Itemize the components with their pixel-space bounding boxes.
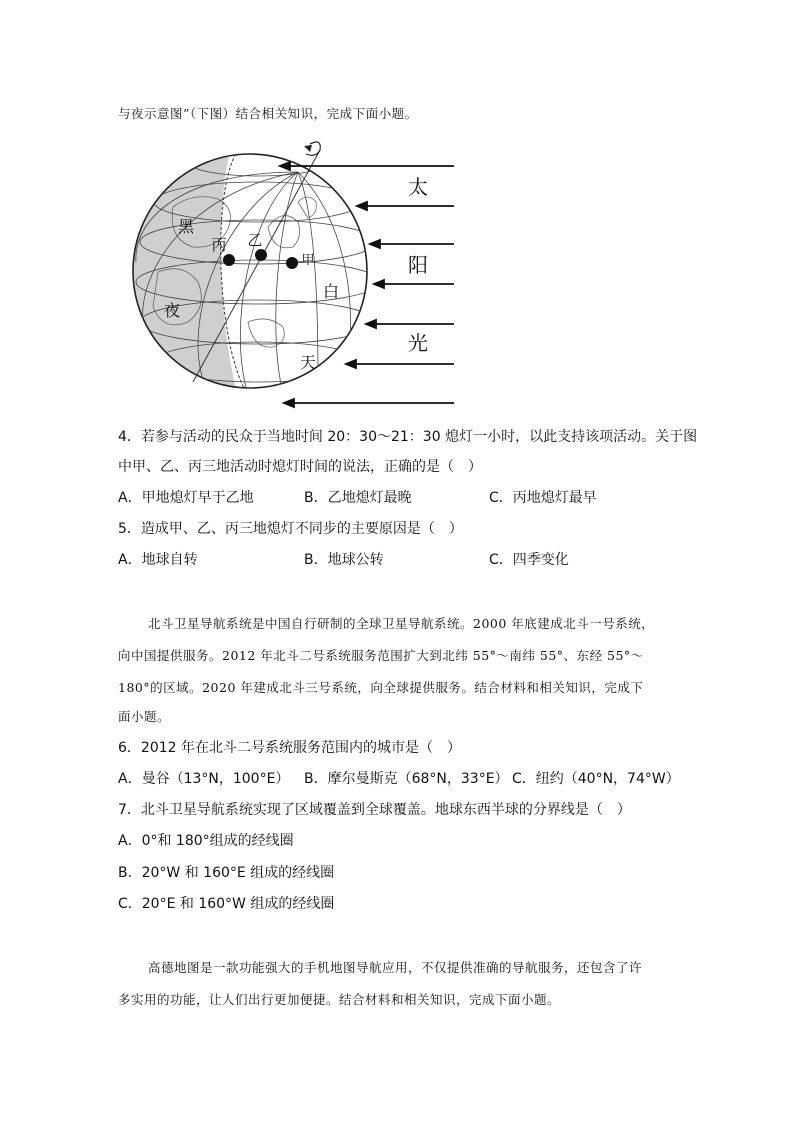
point-bing [223, 254, 235, 266]
q6-option-a[interactable]: A．曼谷（13°N，100°E） [118, 771, 290, 787]
q6-text: 6．2012 年在北斗二号系统服务范围内的城市是（ ） [118, 740, 461, 756]
q7-option-c[interactable]: C．20°E 和 160°W 组成的经线圈 [118, 896, 335, 912]
point-jia [286, 257, 298, 269]
label-day1: 白 [322, 282, 340, 301]
intro-tail: 与夜示意图”（下图）结合相关知识，完成下面小题。 [118, 106, 418, 121]
label-sun1: 太 [408, 175, 428, 199]
q4-line1: 4．若参与活动的民众于当地时间 20：30～21：30 熄灯一小时，以此支持该项活动。关于图 [118, 429, 698, 445]
point-yi [255, 249, 267, 261]
label-day2: 天 [299, 353, 317, 372]
passage2-line3: 180°的区域。2020 年建成北斗三号系统，向全球提供服务。结合材料和相关知识，完成下 [118, 680, 644, 695]
q6-option-c[interactable]: C．纽约（40°N，74°W） [512, 771, 680, 787]
label-sun3: 光 [408, 331, 428, 355]
label-night2: 夜 [163, 301, 181, 320]
q5-option-a[interactable]: A．地球自转 [118, 552, 198, 568]
passage3-line1: 高德地图是一款功能强大的手机地图导航应用，不仅提供准确的导航服务，还包含了许 [148, 960, 643, 975]
q4-line2: 中甲、乙、丙三地活动时熄灯时间的说法，正确的是（ ） [118, 459, 482, 475]
passage2-line4: 面小题。 [118, 709, 171, 724]
q4-option-c[interactable]: C．丙地熄灯最早 [489, 490, 597, 506]
label-jia: 甲 [301, 253, 315, 268]
label-yi: 乙 [247, 231, 263, 249]
q4-option-a[interactable]: A．甲地熄灯早于乙地 [118, 490, 254, 506]
label-sun2: 阳 [408, 253, 428, 277]
q5-option-b[interactable]: B．地球公转 [304, 552, 384, 568]
label-night1: 黑 [177, 217, 195, 236]
q7-option-b[interactable]: B．20°W 和 160°E 组成的经线圈 [118, 865, 335, 881]
q6-option-b[interactable]: B．摩尔曼斯克（68°N，33°E） [304, 771, 509, 787]
earth-day-night-figure [118, 132, 478, 417]
passage3-line2: 多实用的功能，让人们出行更加便捷。结合材料和相关知识，完成下面小题。 [118, 992, 561, 1007]
q4-option-b[interactable]: B．乙地熄灯最晚 [304, 490, 412, 506]
q5-option-c[interactable]: C．四季变化 [489, 552, 569, 568]
passage2-line2: 向中国提供服务。2012 年北斗二号系统服务范围扩大到北纬 55°～南纬 55°、东经 55°～ [118, 648, 644, 663]
label-bing: 丙 [211, 236, 227, 254]
q5-text: 5．造成甲、乙、丙三地熄灯不同步的主要原因是（ ） [118, 521, 463, 537]
passage2-line1: 北斗卫星导航系统是中国自行研制的全球卫星导航系统。2000 年底建成北斗一号系统， [148, 616, 655, 631]
q7-option-a[interactable]: A．0°和 180°组成的经线圈 [118, 833, 294, 849]
q7-text: 7．北斗卫星导航系统实现了区域覆盖到全球覆盖。地球东西半球的分界线是（ ） [118, 802, 631, 818]
